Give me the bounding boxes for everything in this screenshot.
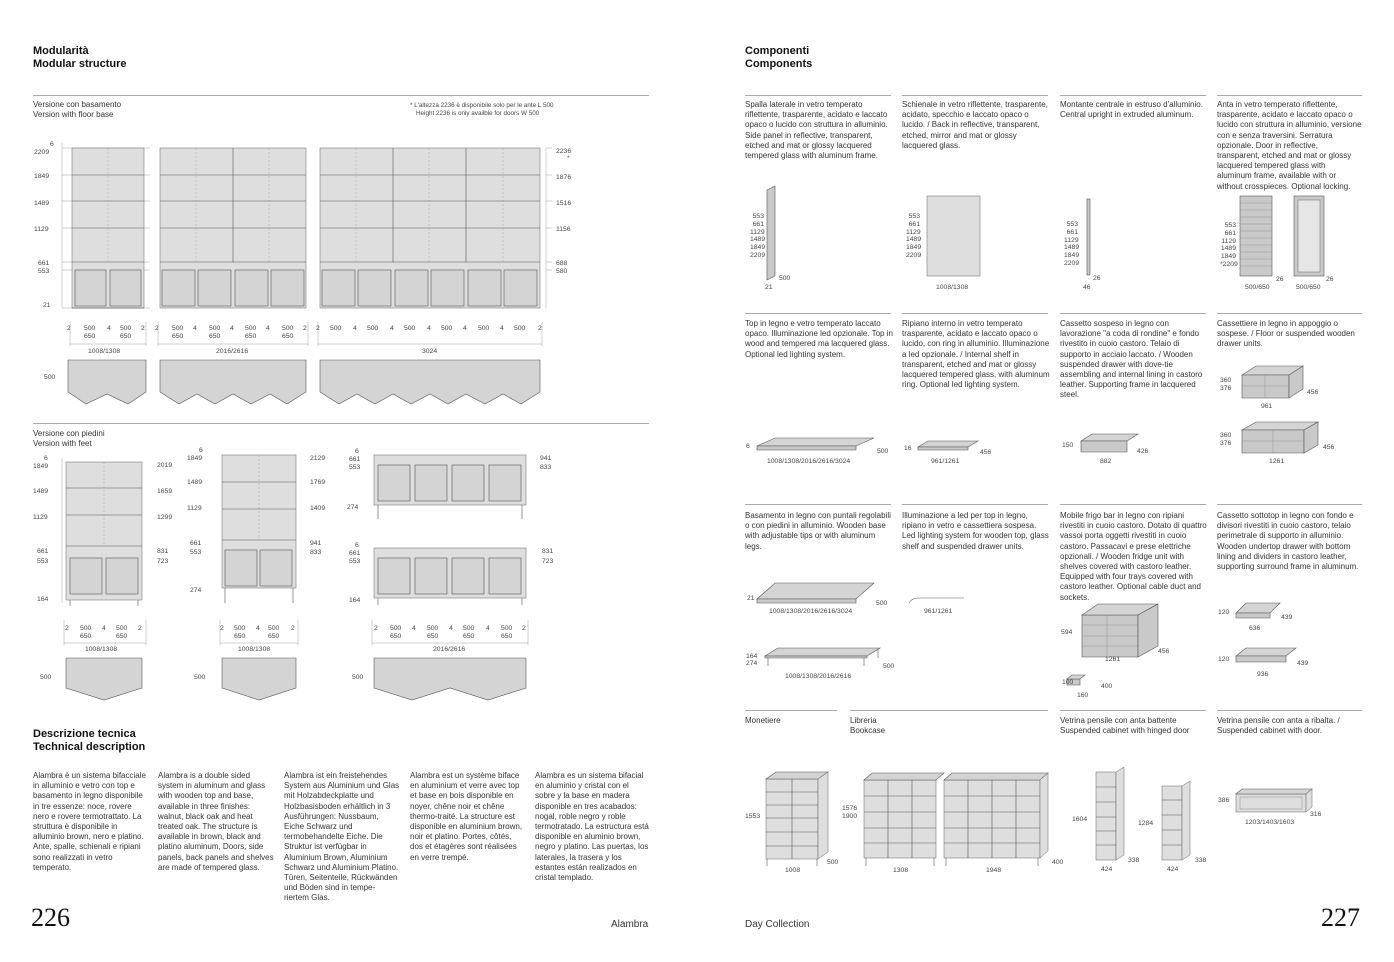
text-right-r1-3-dims-2: 1129 [1221,237,1236,245]
drawer-text: Cassetto sospeso in legno con lavorazione "a coda di rondine" e fondo rivestito in cuoio castoro. Telaio di supporto in acciaio laccato. / Wooden suspended drawer with dove-tie assembling and internal lining in castoro leather. Supporting frame in lacquered steel. [1060,319,1203,400]
text-left-mid_right-3: 941 [310,540,322,547]
text-right-r2-2-b: 426 [1137,448,1149,455]
text-right-r3-2-d: 100 [1062,679,1074,686]
text-right-r1-1-a: 1008/1308 [936,284,969,291]
text-left-feet_right-3: 831 [157,548,169,555]
text-right-r1-1-dims-0: 553 [908,213,920,220]
text-left-side_a-0: 661 [349,456,361,463]
side-panel-text: Spalla laterale in vetro temperato riflettente, trasparente, acidato e laccato opaco o lucido con struttura in alluminio. Side panel in reflective, transparent, etched and mat or glossy lacquered tempered glass with aluminum frame. [745,100,888,161]
text-right-r1-3-c: 500/650 [1245,284,1270,291]
text-left-feet_levels-4: 553 [37,558,49,565]
text-right-r4-1-a2: 1900 [842,813,858,820]
text-right-r2-0-c: 1008/1308/2016/2616/3024 [767,458,851,465]
text-right-r2-1-b: 456 [980,449,992,456]
text-left-base_levels-2: 1489 [34,200,50,207]
text-left-base_levels-0: 2209 [34,149,50,156]
text-left-note2: Height 2236 is only availble for doors W 500 [416,109,540,117]
shelf-text: Ripiano interno in vetro temperato trasparente, acidato e laccato opaco o lucido, con ring in alluminio. Illuminazione a led opzionale. / Internal shelf in transparent, etched and mat or glossy lacquered tempered glass, with aluminum ring. Optional led lighting system. [902,319,1050,390]
title-it: Modularità [33,45,89,57]
text-right-r3-3-a: 120 [1218,609,1230,616]
text-left-feet_levels-3: 661 [37,548,49,555]
text-right-r3-2-c: 1261 [1105,656,1121,663]
text-right-r1-0-dims-3: 1489 [750,236,766,244]
coin-cabinet-label: Monetiere [745,716,781,725]
text-left-base_it: Versione con basamento [33,100,122,109]
text-left-side_b_r-0: 831 [542,548,554,555]
brand: Alambra [611,919,649,930]
text-right-r4-0-c: 1008 [785,867,801,874]
text-left-mid_levels-0: 1849 [187,455,203,462]
text-left-side_a_r-0: 941 [540,455,552,462]
text-left-base_levels-3: 1129 [34,226,49,233]
text-right-r3-0-a: 21 [747,595,755,602]
text-right-r3-3-b: 439 [1281,614,1293,621]
text-right-r1-2-dims-2: 1129 [1064,236,1079,244]
text-left-side_a-1: 553 [349,464,361,471]
text-right-r1-3-a: 26 [1276,276,1284,283]
door-text: Anta in vetro temperato riflettente, trasparente, acidato e laccato opaco o lucido con struttura in alluminio, versione con e senza traversini. Serratura opzionale. Door in reflective, transparent, etched and mat or glossy lacquered tempered glass with aluminum frame, available with or without crosspieces. Optional locking. [1217,100,1362,191]
upright-text: Montante centrale in estruso d'alluminio. Central upright in extruded aluminum. [1060,100,1203,120]
text-right-r3-0-b: 500 [876,600,888,607]
text-left-depth: 500 [44,374,56,381]
text-right-r3-0-c: 1008/1308/2016/2616/3024 [769,608,853,615]
text-right-r1-3-b: 26 [1326,276,1334,283]
text-right-r2-3-d2: 376 [1220,440,1232,447]
text-right-r3-2-f: 160 [1077,692,1089,699]
text-right-r1-1-dims-1: 661 [908,220,920,228]
text-right-r3-0-f: 1008/1308/2016/2616 [785,673,852,680]
page-number-right: 227 [1321,903,1360,932]
text-left-mid_levels-5: 274 [190,587,202,594]
text-right-r3-3-c: 636 [1249,625,1261,632]
text-right-r2-3-a: 360 [1220,377,1232,384]
text-left-side_a_r-1: 833 [540,464,552,471]
text-left-base_levels-4: 661 [38,260,50,267]
text-right-r1-2-dims-0: 553 [1066,221,1078,228]
text-right-r3-1-a: 961/1261 [924,608,953,615]
text-right-r1-0-dims-0: 553 [752,213,764,220]
text-right-r1-3-dims-1: 661 [1224,229,1236,237]
text-left-feet_levels-5: 164 [37,596,49,603]
drawer-units-text: Cassettiere in legno in appoggio o sospese. / Floor or suspended wooden drawer units. [1217,319,1355,349]
text-right-r2-1-a: 16 [904,445,912,452]
text-left-base_en: Version with floor base [33,110,114,120]
text-right-r3-0-e: 500 [883,663,895,670]
text-right-r4-1-b: 400 [1052,859,1064,866]
text-right-r4-3-b: 316 [1310,811,1322,818]
text-right-r2-3-d: 360 [1220,432,1232,439]
text-right-r4-2-c: 424 [1101,866,1113,873]
text-left-side_b-0: 661 [349,550,361,557]
text-right-r1-2-dims-1: 661 [1066,228,1078,236]
text-left-feet_levels-2: 1129 [33,514,48,521]
text-left-mid_right-0: 2129 [310,455,326,462]
text-left-base_right-4: 1156 [556,226,571,233]
fridge-text: Mobile frigo bar in legno con ripiani rivestiti in cuoio castoro. Dotato di quattro vassoi porta oggetti rivestiti in cuoio castoro. Passacavi e prese elettriche opzionali. / Wooden fridge unit with shelves covered with castoro leather. Equipped with four trays covered with castoro leather. Optional cable duct and sockets. [1060,511,1207,602]
text-right-r3-3-d: 120 [1218,656,1230,663]
tech-en: Alambra is a double sided system in aluminum and glass with wooden top and base, available in three finishes: walnut, black oak and heat treated oak. The structure is available in brown, black and platino aluminum, Doors, side panels, back panels and shelves are made of tempered glass. [158,771,274,872]
text-right-r1-1-dims-2: 1129 [906,228,921,236]
text-left-mid_right-1: 1769 [310,479,326,486]
text-right-r4-2-b: 338 [1128,857,1140,864]
text-right-r1-1-dims-5: 2209 [906,251,922,259]
text-right-r2-2-c: 882 [1100,458,1112,465]
tech-fr: Alambra est un système biface en aluminium et verre avec top et base en bois disponible en noyer, chêne noir et chêne thermo-traité. La structure est disponible en aluminium brown, noir et platino. Portes, côtés, dos et étagères sont réalisées en verre trempé. [410,771,523,862]
text-right-r4-3-a: 386 [1218,797,1230,804]
text-left-tech_en: Technical description [33,741,146,753]
text-left-base_right-2: 1876 [556,174,572,181]
text-left-side_a-2: 274 [347,504,359,511]
text-left-base_levels-1: 1849 [34,173,50,180]
collection-name: Day Collection [745,919,810,930]
text-right-r1-3-dims-0: 553 [1224,222,1236,229]
text-left-w_f1: 1008/1308 [85,646,118,653]
text-right-r4-2-f: 424 [1167,866,1179,873]
text-right-r2-1-c: 961/1261 [931,458,960,465]
text-left-w1: 1008/1308 [88,348,121,355]
text-right-r4-0-b: 500 [827,859,839,866]
text-right-r4-0-a: 1553 [745,813,761,820]
base-text: Basamento in legno con puntali regolabili o con piedini in alluminio. Wooden base with adjustable tips or with aluminum legs. [745,511,891,551]
text-right-r2-3-a2: 376 [1220,385,1232,392]
text-left-mid_levels-4: 553 [190,549,202,556]
text-right-r1-3-dims-3: 1489 [1220,245,1236,253]
text-right-r3-3-e: 439 [1297,660,1309,667]
text-right-r1-2-dims-4: 1849 [1064,252,1080,260]
text-right-r2-3-c: 961 [1261,403,1273,410]
text-left-feet_right-4: 723 [157,558,169,565]
text-right-r4-1-c: 1308 [893,867,909,874]
led-text: Illuminazione a led per top in legno, ripiano in vetro e cassettiera sospesa. Led lighting system for wooden top, glass shelf and suspended drawer units. [902,511,1049,551]
text-right-r1-0-dims-5: 2209 [750,251,766,259]
text-right-r2-0-a: 6 [746,443,750,450]
text-left-side_b-1: 553 [349,558,361,565]
text-left-side_b_r-1: 723 [542,558,554,565]
text-right-title_it: Componenti [745,45,810,57]
text-left-feet_right-2: 1299 [157,514,173,521]
text-right-r1-2-dims-3: 1489 [1064,244,1080,252]
text-left-mid_levels-3: 661 [190,540,202,547]
text-right-r3-0-d2: 274 [746,660,758,667]
text-right-r2-3-f: 1261 [1269,458,1285,465]
text-right-r1-0-dims-4: 1849 [750,244,766,252]
text-right-r2-3-b: 456 [1307,389,1319,396]
text-right-r1-1-dims-4: 1849 [906,244,922,252]
text-right-r3-2-a: 594 [1061,629,1073,636]
text-left-base_levels-6: 21 [43,302,51,309]
text-right-r4-1-d: 1948 [986,867,1002,874]
text-right-r4-1-a: 1576 [842,805,858,812]
text-right-r3-0-d: 164 [746,653,758,660]
text-left-w2: 2016/2616 [216,348,249,355]
text-right-r4-1-text_it: Libreria [850,716,877,725]
title-en: Modular structure [33,58,127,70]
text-left-mid_levels-1: 1489 [187,479,203,486]
text-right-r2-0-b: 500 [877,448,889,455]
text-left-feet_levels-0: 1849 [33,463,49,470]
text-left-w3: 3024 [422,348,438,355]
text-left-feet_en: Version with feet [33,439,92,449]
text-right-r4-3-c: 1203/1403/1603 [1245,819,1295,826]
text-right-r2-3-e: 456 [1323,444,1335,451]
text-right-r1-0-dims-2: 1129 [750,228,765,236]
tech-es: Alambra es un sistema bifacial en aluminio y cristal con el sobre y la base en madera disponible en tres acabados: nogal, roble negro y roble termotratado. La estructura está disponible en aluminio brown, negro y platino. Las puertas, los laterales, la trasera y los estantes están realizados en cristal templado. [535,771,649,883]
text-right-r4-2-e: 338 [1195,857,1207,864]
text-right-r3-2-e: 400 [1101,683,1113,690]
top-text: Top in legno e vetro temperato laccato opaco. Illuminazione led opzionale. Top in wood and tempered ma lacquered glass. Optional led lighting system. [745,319,893,359]
text-right-r1-3-dims-5: *2209 [1220,260,1238,268]
tech-de: Alambra ist ein freistehendes System aus Aluminium und Glas mit Holzabdeckplatte und Holzbasisboden erhältlich in 3 Ausführungen: Nussbaum, Eiche Schwarz und termobehandelte Eiche. Die Struktur ist verfügbar in Aluminium Brown, Aluminium Schwarz und Aluminium Platino. Türen, Seitenteile, Rückwänden und Böden sind in tempe-riertem Glas. [284,771,400,903]
text-right-r1-2-dims-5: 2209 [1064,259,1080,267]
text-right-title_en: Components [745,58,813,70]
text-left-base_right-5: 688 [556,260,568,267]
text-left-mid_right-2: 1409 [310,505,326,512]
text-left-feet_right-0: 2019 [157,462,173,469]
text-left-base_top: 6 [50,141,54,148]
text-left-w_f3: 2016/2616 [433,646,466,653]
text-left-base_right-0: 2236 [556,148,572,155]
text-right-r4-1-text_en: Bookcase [850,726,886,736]
text-left-w_f2: 1008/1308 [238,646,271,653]
text-left-base_levels-5: 553 [38,268,50,275]
text-right-r1-0-dims-1: 661 [752,220,764,228]
page-number-left: 226 [31,903,70,932]
text-right-r1-0-b: 21 [765,284,773,291]
text-right-r1-1-dims-3: 1489 [906,236,922,244]
text-right-r3-2-b: 456 [1158,648,1170,655]
tech-it: Alambra è un sistema bifacciale in alluminio e vetro con top e basamento in legno disponibile in tre essenze: noce, rovere nero e rovere termotrattato. La struttura è disponibile in alluminio brown, nero e platino. Ante, spalle, schienali e ripiani sono realizzati in vetro temperato. [33,771,146,872]
text-left-mid_levels-2: 1129 [187,505,202,512]
text-left-mid_right-4: 833 [310,549,322,556]
text-left-feet_levels-1: 1489 [33,488,49,495]
text-left-feet_right-1: 1659 [157,488,173,495]
text-left-base_right-6: 580 [556,268,568,275]
text-left-base_right-1: * [567,155,570,162]
text-right-r1-2-b: 46 [1083,284,1091,291]
text-left-side_b-2: 164 [349,597,361,604]
undertop-drawer-text: Cassetto sottotop in legno con fondo e divisori rivestiti in cuoio castoro, telaio perimetrale di supporto in alluminio. Wooden undertop drawer with bottom lining and dividers in castoro leather, supporting surround frame in aluminum. [1217,511,1359,572]
text-right-r1-3-dims-4: 1849 [1220,253,1236,261]
hinged-cabinet-label: Vetrina pensile con anta battente Suspended cabinet with hinged door [1060,716,1190,736]
flap-cabinet-label: Vetrina pensile con anta a ribalta. / Suspended cabinet with door. [1217,716,1340,736]
text-right-r4-2-a: 1604 [1072,816,1088,823]
text-left-tech_it: Descrizione tecnica [33,728,136,740]
text-right-r3-3-f: 936 [1257,671,1269,678]
text-right-r1-0-a: 500 [779,275,791,282]
back-text: Schienale in vetro riflettente, trasparente, acidato, specchio e laccato opaco o lucido. / Back in reflective, transparent, etched, mirror and mat or glossy lacquered glass. [902,100,1048,150]
text-right-r1-2-a: 26 [1093,275,1101,282]
text-right-r1-3-d: 500/650 [1296,284,1321,291]
text-left-feet_it: Versione con piedini [33,429,105,438]
text-left-note1: * L'altezza 2236 è disponibile solo per le ante L 500 [410,102,554,109]
text-right-r2-2-a: 150 [1062,442,1074,449]
text-left-base_right-3: 1516 [556,200,572,207]
text-right-r4-2-d: 1284 [1138,820,1154,827]
